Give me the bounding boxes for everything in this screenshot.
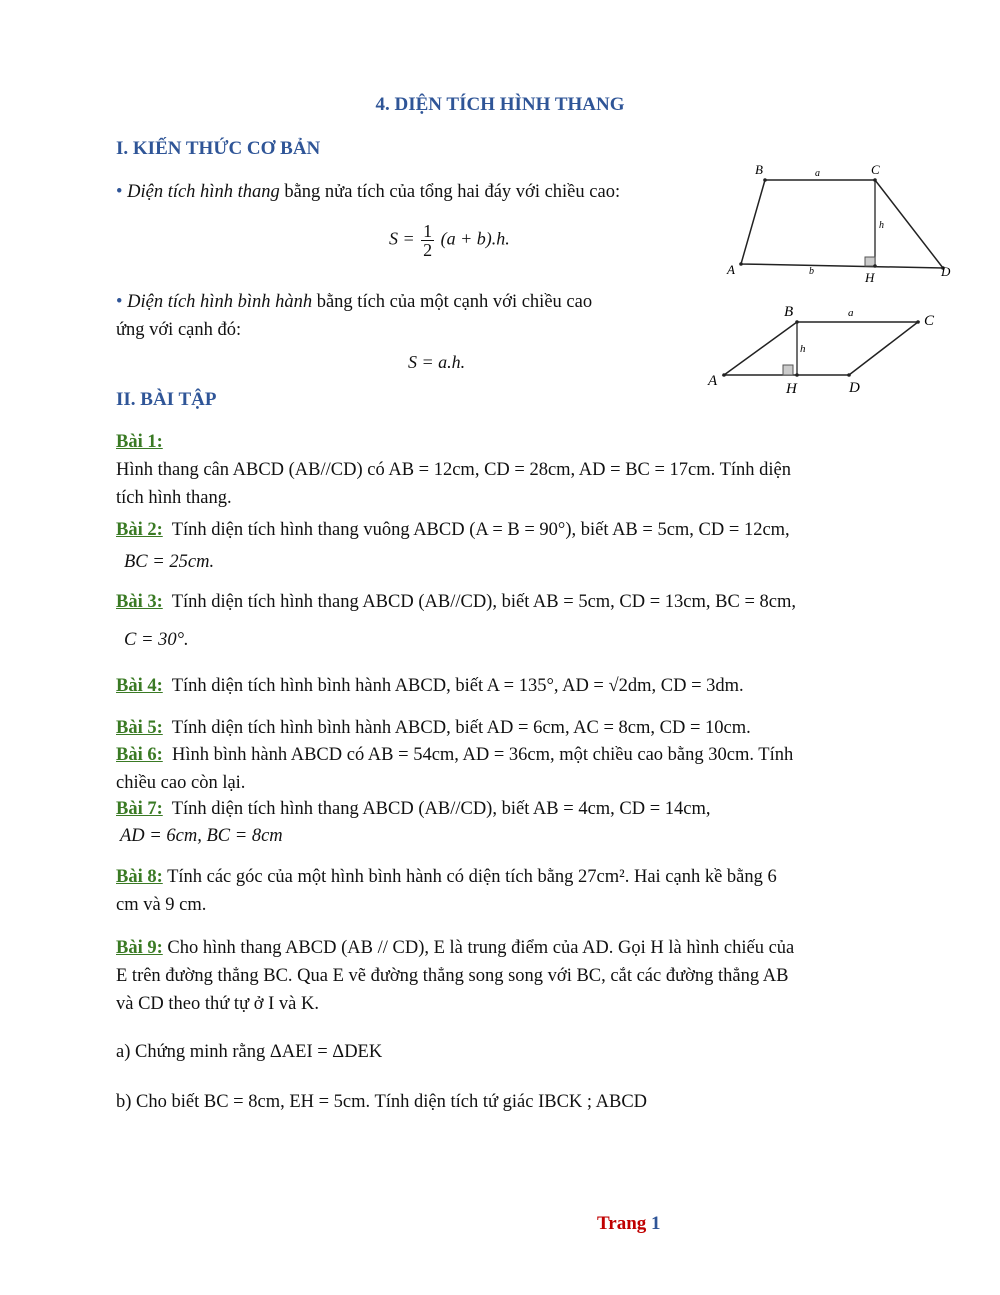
exercise-9-line2: E trên đường thẳng BC. Qua E vẽ đường thẳng song song với BC, cắt các đường thẳng AB (116, 966, 789, 986)
exercise-7-label: Bài 7: (116, 799, 163, 819)
label-D: D (941, 264, 951, 279)
bullet2-term: Diện tích hình bình hành (127, 292, 313, 312)
page-label: Trang (597, 1213, 647, 1234)
exercise-3-label: Bài 3: (116, 592, 163, 612)
section2-heading: II. BÀI TẬP (116, 389, 217, 410)
exercise-3-line2: C = 30°. (124, 630, 189, 650)
exercise-6 (116, 741, 916, 797)
bullet1-term: Diện tích hình thang (127, 182, 280, 202)
exercise-5-line1: Tính diện tích hình bình hành ABCD, biết AD = 6cm, AC = 8cm, CD = 10cm. (171, 718, 751, 738)
formula1-fraction: $\frac{1}{2}$ (423, 221, 433, 260)
label-D: D (849, 380, 860, 396)
exercise-9-line3: và CD theo thứ tự ở I và K. (116, 994, 319, 1014)
exercise-6-line1: Hình bình hành ABCD có AB = 54cm, AD = 36cm, một chiều cao bằng 30cm. Tính (172, 745, 794, 765)
exercise-8-line1: Tính các góc của một hình bình hành có diện tích bằng 27cm². Hai cạnh kề bằng 6 (167, 867, 777, 887)
label-H: H (865, 270, 875, 285)
exercise-6-label: Bài 6: (116, 745, 163, 765)
exercise-2 (116, 516, 916, 544)
exercise-8-line2: cm và 9 cm. (116, 895, 207, 915)
exercise-5-label: Bài 5: (116, 718, 163, 738)
exercise-4-line1: Tính diện tích hình bình hành ABCD, biết A = 135°, AD = √2dm, CD = 3dm. (171, 676, 744, 696)
parallelogram-figure (700, 298, 950, 398)
bullet-dot: • (116, 292, 123, 312)
exercise-8-label: Bài 8: (116, 867, 163, 887)
exercise-4-label: Bài 4: (116, 676, 163, 696)
bullet1-text: bằng nửa tích của tổng hai đáy với chiều cao: (279, 182, 621, 202)
exercise-2-label: Bài 2: (116, 520, 163, 540)
label-b: b (809, 266, 814, 277)
bullet2 (116, 288, 676, 344)
formula1-left: S = (389, 228, 415, 249)
exercise-7-line2: AD = 6cm, BC = 8cm (120, 826, 283, 846)
exercise-4 (116, 672, 916, 700)
formula-parallelogram: S = a.h. (408, 352, 466, 372)
exercise-2-line2: BC = 25cm. (124, 552, 215, 572)
label-A: A (727, 262, 735, 277)
label-H: H (786, 381, 797, 397)
exercise-2-line1: Tính diện tích hình thang vuông ABCD (A = B = 90°), biết AB = 5cm, CD = 12cm, (171, 520, 790, 540)
exercise-5 (116, 714, 916, 742)
page-number: 1 (651, 1213, 661, 1234)
formula1-right: (a + b).h. (440, 228, 510, 249)
exercise-7 (116, 795, 916, 823)
exercise-3 (116, 588, 916, 616)
exercise-9 (116, 934, 916, 1018)
exercise-9-line1: Cho hình thang ABCD (AB // CD), E là trung điểm của AD. Gọi H là hình chiếu của (167, 938, 795, 958)
exercise-6-line2: chiều cao còn lại. (116, 773, 246, 793)
exercise-8 (116, 863, 916, 919)
label-h: h (879, 220, 884, 231)
label-h: h (800, 343, 806, 355)
bullet2-line2: ứng với cạnh đó: (116, 320, 242, 340)
exercise-1-line2: tích hình thang. (116, 488, 232, 508)
page-footer (597, 1213, 661, 1235)
label-A: A (708, 373, 718, 389)
exercise-1 (116, 428, 896, 512)
label-B: B (755, 162, 763, 177)
bullet2-text: bằng tích của một cạnh với chiều cao (312, 292, 593, 312)
exercise-9-part-a: a) Chứng minh rằng ΔAEI = ΔDEK (116, 1042, 383, 1062)
label-C: C (924, 313, 935, 329)
formula-trapezoid (389, 222, 510, 259)
exercise-1-line1: Hình thang cân ABCD (AB//CD) có AB = 12cm, CD = 28cm, AD = BC = 17cm. Tính diện (116, 460, 791, 480)
bullet1 (116, 178, 620, 206)
exercise-9-part-b: b) Cho biết BC = 8cm, EH = 5cm. Tính diện tích tứ giác IBCK ; ABCD (116, 1092, 648, 1112)
label-C: C (871, 162, 880, 177)
label-a: a (848, 307, 854, 319)
exercise-9-label: Bài 9: (116, 938, 163, 958)
bullet-dot: • (116, 182, 123, 202)
exercise-1-label: Bài 1: (116, 432, 163, 452)
exercise-3-line1: Tính diện tích hình thang ABCD (AB//CD), biết AB = 5cm, CD = 13cm, BC = 8cm, (171, 592, 796, 612)
section1-heading: I. KIẾN THỨC CƠ BẢN (116, 138, 321, 159)
page-title: 4. DIỆN TÍCH HÌNH THANG (375, 94, 625, 115)
exercise-7-line1: Tính diện tích hình thang ABCD (AB//CD), biết AB = 4cm, CD = 14cm, (171, 799, 711, 819)
label-a: a (815, 168, 820, 179)
trapezoid-figure (715, 158, 965, 288)
label-B: B (784, 304, 794, 320)
